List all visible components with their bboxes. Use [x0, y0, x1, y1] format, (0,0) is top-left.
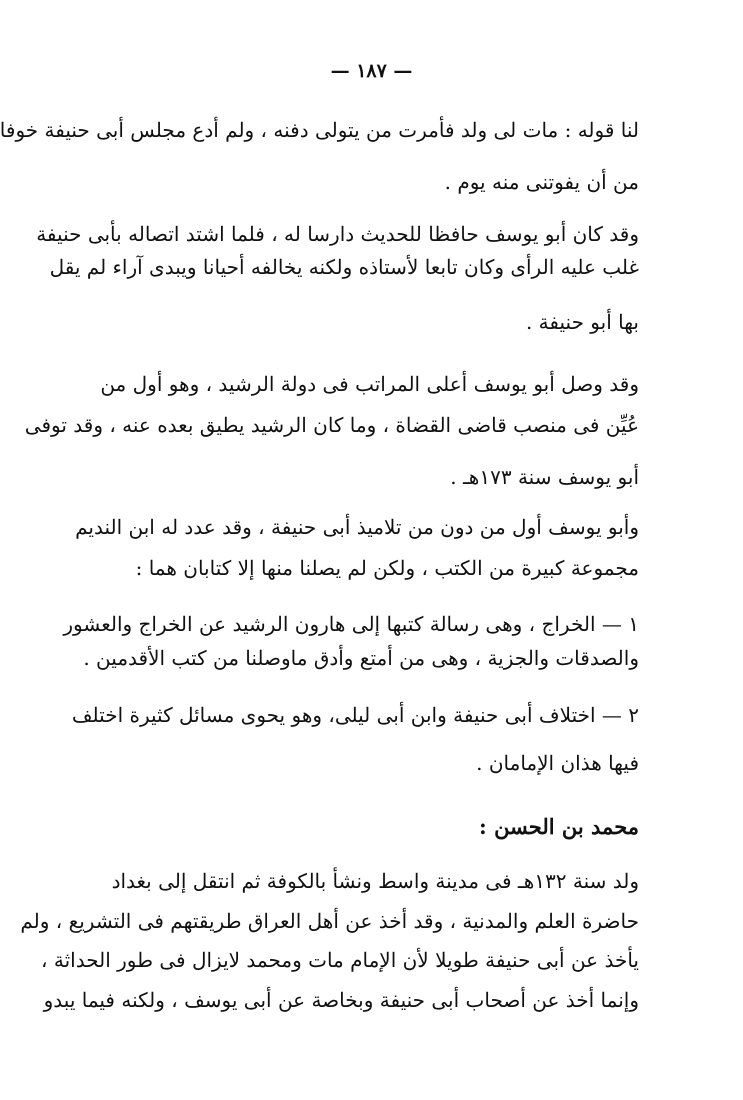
text-line: غلب عليه الرأى وكان تابعا لأستاذه ولكنه يخالفه أحيانا ويبدى آراء لم يقل — [49, 255, 639, 279]
text-line: ٢ — اختلاف أبى حنيفة وابن أبى ليلى، وهو يحوى مسائل كثيرة اختلف — [71, 703, 639, 727]
text-line: يأخذ عن أبى حنيفة طويلا لأن الإمام مات ومحمد لايزال فى طور الحداثة ، — [41, 948, 639, 972]
text-line: مجموعة كبيرة من الكتب ، ولكن لم يصلنا منها إلا كتابان هما : — [135, 556, 639, 580]
text-line: فيها هذان الإمامان . — [476, 751, 639, 775]
text-line: بها أبو حنيفة . — [525, 310, 639, 334]
text-line: وقد وصل أبو يوسف أعلى المراتب فى دولة الرشيد ، وهو أول من — [100, 372, 639, 396]
text-line: وإنما أخذ عن أصحاب أبى حنيفة وبخاصة عن أبى يوسف ، ولكنه فيما يبدو — [43, 988, 639, 1012]
text-line: وأبو يوسف أول من دون من تلاميذ أبى حنيفة ، وقد عدد له ابن النديم — [75, 515, 639, 539]
text-line: عُيِّن فى منصب قاضى القضاة ، وما كان الرشيد يطيق بعده عنه ، وقد توفى — [24, 413, 639, 437]
text-line: لنا قوله : مات لى ولد فأمرت من يتولى دفنه ، ولم أدع مجلس أبى حنيفة خوفا — [0, 118, 639, 142]
text-line: وقد كان أبو يوسف حافظا للحديث دارسا له ، فلما اشتد اتصاله بأبى حنيفة — [36, 222, 639, 246]
text-line: ١ — الخراج ، وهى رسالة كتبها إلى هارون الرشيد عن الخراج والعشور — [63, 612, 639, 636]
text-line: حاضرة العلم والمدنية ، وقد أخذ عن أهل العراق طريقتهم فى التشريع ، ولم — [20, 909, 639, 933]
section-heading: محمد بن الحسن : — [479, 814, 639, 839]
page-number: — ١٨٧ — — [330, 60, 413, 82]
text-line: والصدقات والجزية ، وهى من أمتع وأدق ماوصلنا من كتب الأقدمين . — [83, 646, 639, 670]
text-line: من أن يفوتنى منه يوم . — [444, 170, 639, 194]
text-line: أبو يوسف سنة ١٧٣هـ . — [450, 465, 639, 489]
text-line: ولد سنة ١٣٢هـ فى مدينة واسط ونشأ بالكوفة ثم انتقل إلى بغداد — [111, 869, 639, 893]
